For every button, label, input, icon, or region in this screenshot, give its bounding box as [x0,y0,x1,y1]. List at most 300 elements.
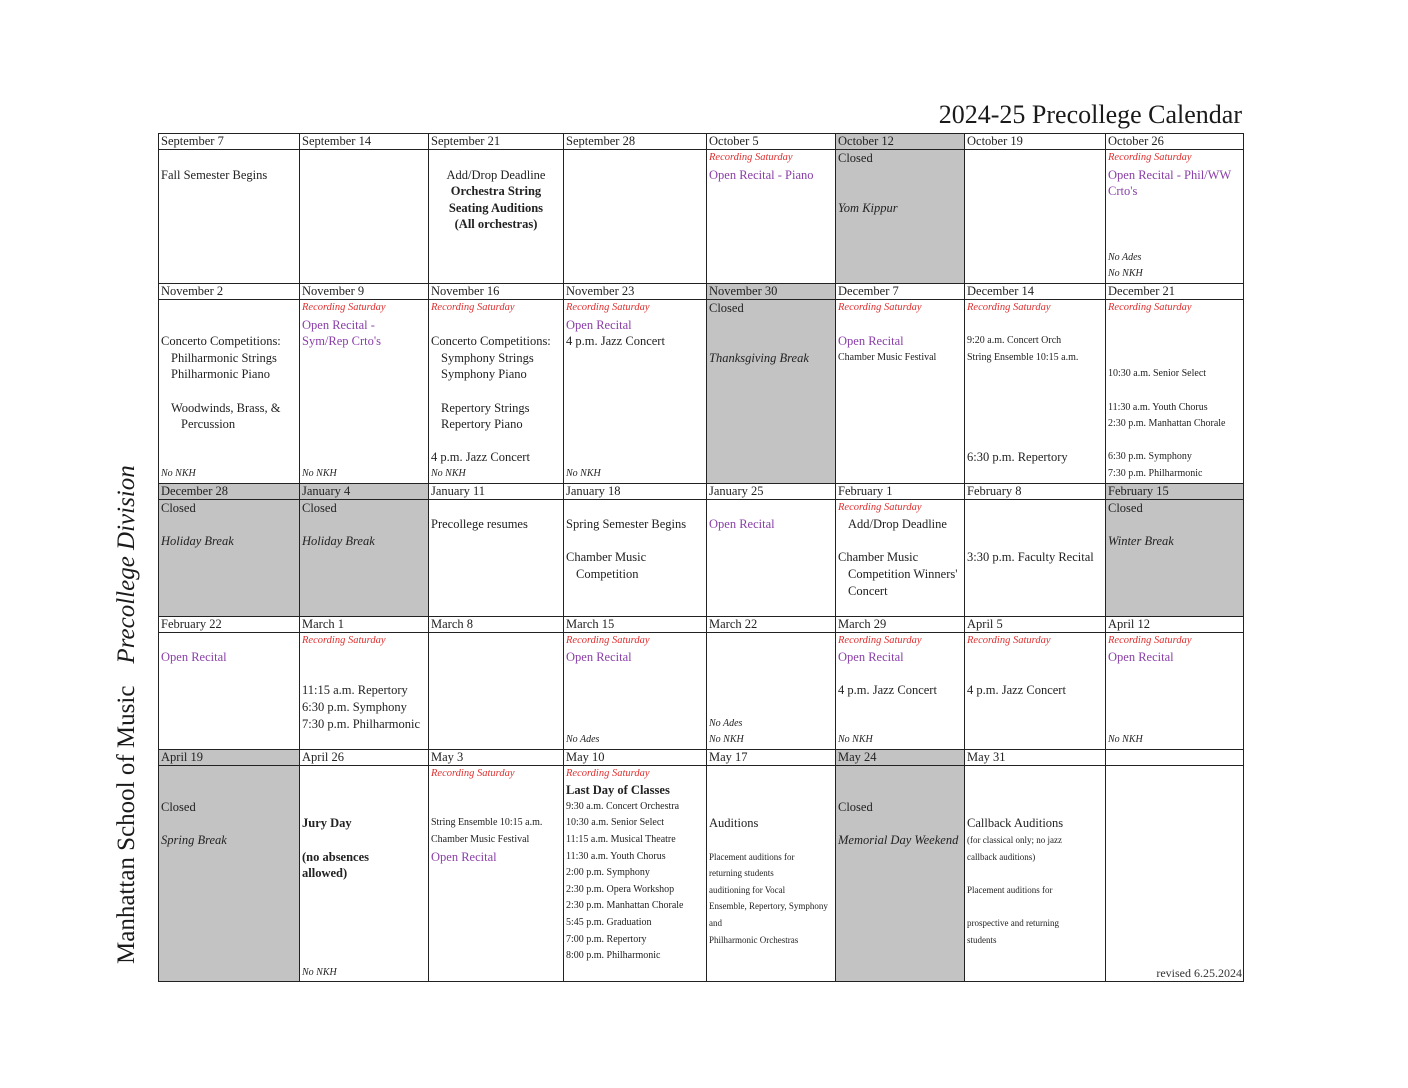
open-recital-label: Open Recital [838,650,904,665]
event-line [431,383,561,400]
date-header: April 12 [1106,616,1244,632]
event-line [566,433,704,450]
week-header-row [159,616,1244,632]
recording-saturday-label: Recording Saturday [431,767,515,779]
open-recital-label: Sym/Rep Crto's [302,334,381,349]
event-line [1108,433,1241,450]
event-line: 4 p.m. Jazz Concert [967,683,1066,698]
event-line: No NKH [302,966,337,978]
week-row [159,765,1244,982]
calendar-grid [158,133,1244,982]
event-line: Seating Auditions [448,200,544,215]
day-cell [707,300,836,484]
day-cell [564,499,707,616]
date-header: April 26 [300,749,429,765]
event-line: Spring Break [161,833,227,848]
day-cell [159,499,300,616]
event-line [838,183,962,200]
event-line: 7:00 p.m. Repertory [566,933,647,945]
event-line [302,516,426,533]
date-header: January 4 [300,483,429,499]
date-header: November 16 [429,284,564,300]
event-line: Symphony Piano [441,367,527,382]
day-cell [836,300,965,484]
event-line [838,167,962,184]
recording-saturday-label: Recording Saturday [431,302,515,313]
event-line [431,782,561,799]
event-line [302,350,426,367]
date-header: November 9 [300,284,429,300]
event-line: Competition Winners' [848,566,958,581]
date-header: September 14 [300,134,429,150]
revision-note: revised 6.25.2024 [1156,966,1242,980]
event-line [709,799,833,816]
event-line [709,666,833,683]
open-recital-label: Open Recital [709,517,775,532]
date-header: March 15 [564,616,707,632]
event-line [161,317,297,334]
open-recital-label: Open Recital - [302,317,375,332]
event-line: Chamber Music [838,550,919,565]
event-line [838,815,962,832]
event-line: 8:00 p.m. Philharmonic [566,950,661,962]
page-title: 2024-25 Precollege Calendar [938,100,1242,129]
day-cell [300,300,429,484]
event-line [838,666,962,683]
event-line [431,317,561,334]
recording-saturday-label: Recording Saturday [566,302,650,313]
event-line: 3:30 p.m. Faculty Recital [967,550,1094,565]
event-line [709,699,833,716]
event-line [302,799,426,816]
event-line: 7:30 p.m. Philharmonic [1108,467,1203,479]
date-header: April 19 [159,749,300,765]
event-line: String Ensemble 10:15 a.m. [431,817,543,829]
open-recital-label: Open Recital - Phil/WW Crto's [1108,167,1232,199]
event-line [1108,716,1241,733]
event-line [302,766,426,783]
event-line [566,383,704,400]
date-header: October 26 [1106,134,1244,150]
day-cell [836,150,965,284]
event-line [566,350,704,367]
week-header-row [159,483,1244,499]
event-line [967,383,1103,400]
event-line: Closed [161,500,196,515]
event-line: Memorial Day Weekend [838,833,959,848]
day-cell [159,150,300,284]
event-line: Chamber Music Festival [838,351,937,363]
day-cell [1106,765,1244,982]
week-header-row [159,284,1244,300]
date-header: January 25 [707,483,836,499]
event-line [302,433,426,450]
event-line [302,898,426,915]
event-line [302,449,426,466]
event-line: No NKH [161,467,196,479]
week-header-row [159,134,1244,150]
division-name: Precollege Division [113,465,140,664]
event-line [967,865,1103,882]
event-line: 10:30 a.m. Senior Select [1108,368,1207,380]
event-line [967,433,1103,450]
event-line [967,782,1103,799]
event-line: Chamber Music [566,550,647,565]
event-line: Yom Kippur [838,200,898,215]
event-line: 5:45 p.m. Graduation [566,917,652,929]
date-header: October 19 [965,134,1106,150]
day-cell [300,632,429,749]
day-cell [836,632,965,749]
event-line: Last Day of Classes [566,783,670,798]
event-line [431,500,561,517]
event-line: Percussion [181,417,236,432]
date-header: November 30 [707,284,836,300]
event-line: String Ensemble 10:15 a.m. [967,351,1079,363]
event-line: Fall Semester Begins [161,167,268,182]
open-recital-label: Open Recital [161,650,227,665]
recording-saturday-label: Recording Saturday [1108,634,1192,646]
event-line [161,383,297,400]
event-line: Closed [302,500,337,515]
event-line [1108,682,1241,699]
date-header: March 29 [836,616,965,632]
day-cell [564,150,707,284]
event-line: 11:30 a.m. Youth Chorus [566,850,666,862]
date-header: May 24 [836,749,965,765]
day-cell [707,499,836,616]
event-line [967,416,1103,433]
event-line [709,832,833,849]
event-line: Woodwinds, Brass, & [171,400,281,415]
event-line: 9:20 a.m. Concert Orch [967,335,1062,347]
date-header: February 8 [965,483,1106,499]
event-line: 2:30 p.m. Manhattan Chorale [1108,418,1226,430]
event-line [302,383,426,400]
event-line [709,682,833,699]
event-line: Holiday Break [302,533,375,548]
open-recital-label: Open Recital [431,849,497,864]
event-line [709,333,833,350]
event-line: Repertory Piano [441,417,523,432]
event-line [566,699,704,716]
event-line: 2:30 p.m. Opera Workshop [566,883,675,895]
event-line: Placement auditions for [967,884,1053,895]
event-line [161,449,297,466]
date-header: March 8 [429,616,564,632]
event-line: Closed [838,799,873,814]
event-line [161,815,297,832]
week-row [159,632,1244,749]
event-line: Callback Auditions [967,816,1064,831]
event-line [967,799,1103,816]
day-cell [159,300,300,484]
event-line: Add/Drop Deadline [446,167,546,182]
open-recital-label: Open Recital [566,317,632,332]
day-cell [429,632,564,749]
date-header: April 5 [965,616,1106,632]
event-line: Winter Break [1108,533,1174,548]
event-line [302,832,426,849]
event-line: No NKH [838,734,873,746]
event-line [431,150,561,167]
event-line [967,766,1103,783]
event-line: Orchestra String [450,184,542,199]
event-line [967,666,1103,683]
event-line: Philharmonic Strings [171,350,277,365]
event-line [838,533,962,550]
event-line [967,533,1103,550]
event-line: Auditions [709,816,759,831]
recording-saturday-label: Recording Saturday [1108,302,1192,313]
recording-saturday-label: Recording Saturday [838,634,922,646]
date-header: May 31 [965,749,1106,765]
event-line [161,633,297,650]
day-cell [965,150,1106,284]
open-recital-label: Open Recital [566,650,632,665]
event-line: No Ades [566,734,600,746]
side-label [110,444,144,964]
event-line: 6:30 p.m. Symphony [302,699,407,714]
event-line [1108,233,1241,250]
event-line [967,898,1103,915]
date-header: May 3 [429,749,564,765]
event-line [161,516,297,533]
event-line: No NKH [1108,268,1143,280]
day-cell [159,765,300,982]
event-line: Closed [161,799,196,814]
event-line: Precollege resumes [431,517,528,532]
event-line [967,500,1103,517]
event-line: No NKH [709,734,744,746]
week-row [159,300,1244,484]
event-line: auditioning for Vocal [709,884,786,895]
recording-saturday-label: Recording Saturday [302,302,386,313]
date-header: May 17 [707,749,836,765]
event-line: 6:30 p.m. Symphony [1108,451,1192,463]
date-header: December 21 [1106,284,1244,300]
event-line [302,649,426,666]
event-line [566,682,704,699]
event-line: No NKH [431,467,466,479]
event-line [161,766,297,783]
event-line: Jury Day [302,816,352,831]
event-line: Closed [838,151,873,165]
day-cell [1106,150,1244,284]
date-header: January 18 [564,483,707,499]
day-cell [300,499,429,616]
event-line: prospective and returning [967,918,1059,929]
event-line [838,317,962,334]
day-cell [429,499,564,616]
date-header: November 23 [564,284,707,300]
date-header: December 14 [965,284,1106,300]
recording-saturday-label: Recording Saturday [967,302,1051,313]
date-header [1106,749,1244,765]
day-cell [429,300,564,484]
event-line: 11:15 a.m. Repertory [302,683,408,698]
date-header: December 7 [836,284,965,300]
week-row [159,499,1244,616]
event-line: 7:30 p.m. Philharmonic [302,716,421,731]
date-header: February 15 [1106,483,1244,499]
recording-saturday-label: Recording Saturday [967,634,1051,646]
day-cell [965,300,1106,484]
event-line [709,782,833,799]
open-recital-label: Open Recital - Piano [709,167,814,182]
date-header: January 11 [429,483,564,499]
event-line: Competition [576,566,639,581]
event-line: Ensemble, Repertory, Symphony and [709,901,828,929]
event-line: Repertory Strings [441,400,530,415]
date-header: September 21 [429,134,564,150]
recording-saturday-label: Recording Saturday [838,302,922,313]
date-header: October 5 [707,134,836,150]
event-line: returning students [709,868,774,879]
event-line: Thanksgiving Break [709,350,809,365]
event-line [302,932,426,949]
event-line [302,400,426,417]
recording-saturday-label: Recording Saturday [709,152,793,163]
date-header: November 2 [159,284,300,300]
event-line: 4 p.m. Jazz Concert [431,450,530,465]
event-line [566,416,704,433]
event-line: (All orchestras) [454,217,538,232]
event-line: Holiday Break [161,533,234,548]
day-cell [564,632,707,749]
event-line: Concerto Competitions: [161,334,281,349]
date-header: March 22 [707,616,836,632]
date-header: September 28 [564,134,707,150]
event-line: 4 p.m. Jazz Concert [566,334,665,349]
day-cell [300,765,429,982]
event-line [709,649,833,666]
recording-saturday-label: Recording Saturday [302,634,386,646]
event-line: 11:30 a.m. Youth Chorus [1108,401,1208,413]
event-line: Philharmonic Piano [171,367,270,382]
event-line [1108,200,1241,217]
event-line [838,699,962,716]
event-line: No NKH [302,467,337,479]
event-line [838,716,962,733]
event-line [566,500,704,517]
event-line: Add/Drop Deadline [848,517,947,532]
event-line: 11:15 a.m. Musical Theatre [566,834,676,846]
school-name: Manhattan School of Music [113,685,140,964]
day-cell [564,765,707,982]
event-line: Philharmonic Orchestras [709,934,799,945]
event-line: 10:30 a.m. Senior Select [566,817,665,829]
event-line [967,516,1103,533]
event-line [431,433,561,450]
week-header-row [159,749,1244,765]
event-line: allowed) [302,866,348,881]
event-line: No Ades [1108,251,1142,263]
event-line: Closed [709,301,744,315]
event-line [566,449,704,466]
event-line [302,782,426,799]
event-line: 2:30 p.m. Manhattan Chorale [566,900,684,912]
date-header: December 28 [159,483,300,499]
event-line [1108,333,1241,350]
event-line: Placement auditions for [709,851,795,862]
event-line [1108,699,1241,716]
event-line: Symphony Strings [441,350,534,365]
event-line: Concert [848,583,888,598]
event-line: (no absences [302,849,370,864]
event-line [1108,350,1241,367]
date-header: September 7 [159,134,300,150]
event-line [967,649,1103,666]
event-line [302,366,426,383]
day-cell [429,150,564,284]
event-line [838,782,962,799]
event-line [302,948,426,965]
event-line [566,533,704,550]
day-cell [707,150,836,284]
event-line [161,300,297,317]
event-line [1108,666,1241,683]
event-line [1108,383,1241,400]
day-cell [965,765,1106,982]
recording-saturday-label: Recording Saturday [838,501,922,513]
event-line [566,666,704,683]
date-header: October 12 [836,134,965,150]
date-header: March 1 [300,616,429,632]
event-line [302,915,426,932]
event-line: Spring Semester Begins [566,517,687,532]
event-line [709,500,833,517]
event-line [302,416,426,433]
week-row [159,150,1244,284]
day-cell [1106,499,1244,616]
event-line: 9:30 a.m. Concert Orchestra [566,800,680,812]
open-recital-label: Open Recital [1108,650,1174,665]
day-cell [707,765,836,982]
event-line: 6:30 p.m. Repertory [967,450,1068,465]
event-line [161,782,297,799]
event-line [709,766,833,783]
recording-saturday-label: Recording Saturday [566,634,650,646]
event-line: (for classical only; no jazz [967,835,1062,846]
event-line [431,799,561,816]
day-cell [300,150,429,284]
day-cell [1106,632,1244,749]
day-cell [965,499,1106,616]
event-line: No Ades [709,717,743,729]
event-line [838,766,962,783]
event-line [967,400,1103,417]
event-line [1108,516,1241,533]
event-line [302,882,426,899]
event-line [566,716,704,733]
event-line: students [967,934,997,945]
day-cell [965,632,1106,749]
event-line: Closed [1108,500,1143,515]
event-line [161,150,297,167]
event-line [566,366,704,383]
event-line: callback auditions) [967,851,1036,862]
open-recital-label: Open Recital [838,334,904,349]
event-line [967,317,1103,334]
date-header: February 22 [159,616,300,632]
date-header: May 10 [564,749,707,765]
event-line [302,666,426,683]
event-line [709,317,833,334]
day-cell [564,300,707,484]
event-line: 4 p.m. Jazz Concert [838,683,937,698]
day-cell [159,632,300,749]
